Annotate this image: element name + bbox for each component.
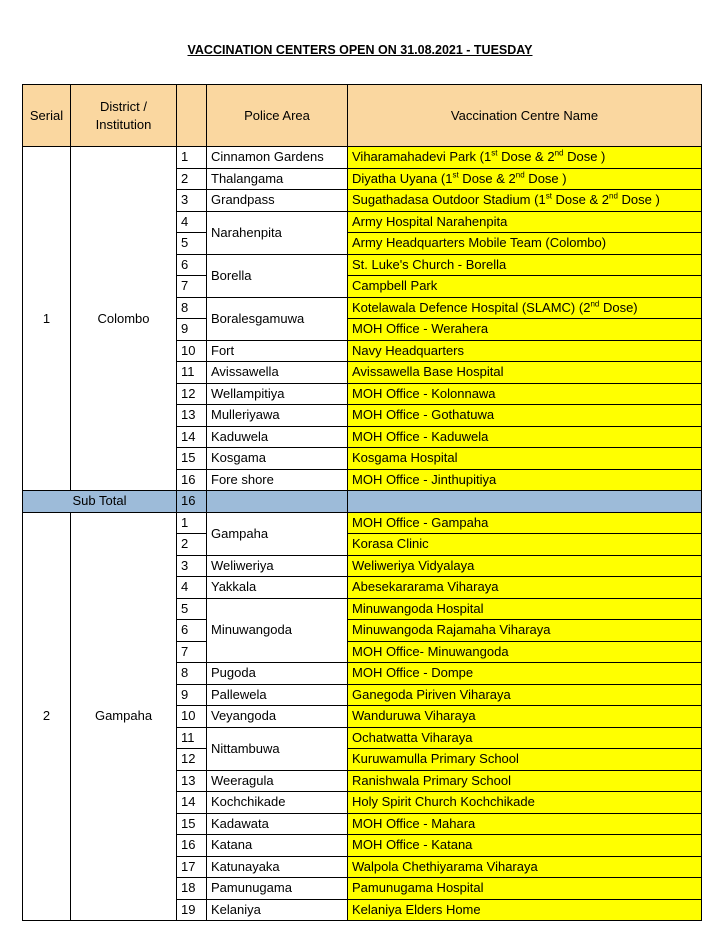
centre-cell: Army Hospital Narahenpita bbox=[348, 211, 702, 233]
police-area-cell: Pugoda bbox=[207, 663, 348, 685]
police-area-cell: Yakkala bbox=[207, 577, 348, 599]
table-row bbox=[23, 147, 702, 169]
row-number: 10 bbox=[177, 340, 207, 362]
table-row bbox=[23, 512, 702, 534]
centre-cell: MOH Office - Katana bbox=[348, 835, 702, 857]
police-area-cell: Cinnamon Gardens bbox=[207, 147, 348, 169]
subtotal-label: Sub Total bbox=[23, 491, 177, 513]
police-area-cell: Nittambuwa bbox=[207, 727, 348, 770]
police-area-cell: Minuwangoda bbox=[207, 598, 348, 663]
centre-cell: Pamunugama Hospital bbox=[348, 878, 702, 900]
centre-cell: MOH Office - Mahara bbox=[348, 813, 702, 835]
centre-cell: MOH Office - Kaduwela bbox=[348, 426, 702, 448]
row-number: 11 bbox=[177, 362, 207, 384]
centre-cell: MOH Office- Minuwangoda bbox=[348, 641, 702, 663]
centre-cell: Kotelawala Defence Hospital (SLAMC) (2nd Dose) bbox=[348, 297, 702, 319]
centre-cell: Campbell Park bbox=[348, 276, 702, 298]
centre-cell: Wanduruwa Viharaya bbox=[348, 706, 702, 728]
row-number: 11 bbox=[177, 727, 207, 749]
centre-cell: Walpola Chethiyarama Viharaya bbox=[348, 856, 702, 878]
centre-cell: Weliweriya Vidyalaya bbox=[348, 555, 702, 577]
police-area-cell: Wellampitiya bbox=[207, 383, 348, 405]
serial-cell: 2 bbox=[23, 512, 71, 921]
police-area-cell: Kadawata bbox=[207, 813, 348, 835]
police-area-cell: Veyangoda bbox=[207, 706, 348, 728]
row-number: 4 bbox=[177, 577, 207, 599]
centre-cell: St. Luke's Church - Borella bbox=[348, 254, 702, 276]
centre-cell: MOH Office - Jinthupitiya bbox=[348, 469, 702, 491]
centre-cell: Army Headquarters Mobile Team (Colombo) bbox=[348, 233, 702, 255]
row-number: 16 bbox=[177, 835, 207, 857]
police-area-cell: Mulleriyawa bbox=[207, 405, 348, 427]
police-area-cell: Narahenpita bbox=[207, 211, 348, 254]
row-number: 9 bbox=[177, 684, 207, 706]
police-area-cell: Kaduwela bbox=[207, 426, 348, 448]
centre-cell: MOH Office - Gampaha bbox=[348, 512, 702, 534]
police-area-cell: Kosgama bbox=[207, 448, 348, 470]
page-title: VACCINATION CENTERS OPEN ON 31.08.2021 - TUESDAY bbox=[187, 43, 533, 57]
police-area-cell: Thalangama bbox=[207, 168, 348, 190]
police-area-cell: Weliweriya bbox=[207, 555, 348, 577]
row-number: 10 bbox=[177, 706, 207, 728]
row-number: 1 bbox=[177, 512, 207, 534]
row-number: 7 bbox=[177, 641, 207, 663]
row-number: 17 bbox=[177, 856, 207, 878]
row-number: 18 bbox=[177, 878, 207, 900]
centre-cell: MOH Office - Gothatuwa bbox=[348, 405, 702, 427]
row-number: 8 bbox=[177, 663, 207, 685]
vaccination-centers-table bbox=[22, 84, 702, 921]
police-area-cell: Boralesgamuwa bbox=[207, 297, 348, 340]
header-number bbox=[177, 85, 207, 147]
subtotal-blank bbox=[348, 491, 702, 513]
row-number: 1 bbox=[177, 147, 207, 169]
row-number: 6 bbox=[177, 254, 207, 276]
row-number: 14 bbox=[177, 792, 207, 814]
header-district: District / Institution bbox=[71, 85, 177, 147]
centre-cell: Ochatwatta Viharaya bbox=[348, 727, 702, 749]
police-area-cell: Pamunugama bbox=[207, 878, 348, 900]
centre-cell: Ranishwala Primary School bbox=[348, 770, 702, 792]
header-row bbox=[23, 85, 702, 147]
subtotal-row bbox=[23, 491, 702, 513]
centre-cell: Diyatha Uyana (1st Dose & 2nd Dose ) bbox=[348, 168, 702, 190]
police-area-cell: Weeragula bbox=[207, 770, 348, 792]
row-number: 13 bbox=[177, 405, 207, 427]
district-cell: Colombo bbox=[71, 147, 177, 491]
police-area-cell: Kochchikade bbox=[207, 792, 348, 814]
centre-cell: Kosgama Hospital bbox=[348, 448, 702, 470]
police-area-cell: Kelaniya bbox=[207, 899, 348, 921]
police-area-cell: Fore shore bbox=[207, 469, 348, 491]
police-area-cell: Avissawella bbox=[207, 362, 348, 384]
centre-cell: Minuwangoda Hospital bbox=[348, 598, 702, 620]
centre-cell: MOH Office - Dompe bbox=[348, 663, 702, 685]
row-number: 5 bbox=[177, 598, 207, 620]
police-area-cell: Fort bbox=[207, 340, 348, 362]
centre-cell: Navy Headquarters bbox=[348, 340, 702, 362]
row-number: 6 bbox=[177, 620, 207, 642]
centre-cell: MOH Office - Kolonnawa bbox=[348, 383, 702, 405]
centre-cell: Kelaniya Elders Home bbox=[348, 899, 702, 921]
centre-cell: Kuruwamulla Primary School bbox=[348, 749, 702, 771]
row-number: 2 bbox=[177, 168, 207, 190]
row-number: 14 bbox=[177, 426, 207, 448]
header-centre: Vaccination Centre Name bbox=[348, 85, 702, 147]
row-number: 19 bbox=[177, 899, 207, 921]
serial-cell: 1 bbox=[23, 147, 71, 491]
row-number: 15 bbox=[177, 448, 207, 470]
subtotal-value: 16 bbox=[177, 491, 207, 513]
police-area-cell: Gampaha bbox=[207, 512, 348, 555]
police-area-cell: Borella bbox=[207, 254, 348, 297]
police-area-cell: Pallewela bbox=[207, 684, 348, 706]
centre-cell: Ganegoda Piriven Viharaya bbox=[348, 684, 702, 706]
centre-cell: MOH Office - Werahera bbox=[348, 319, 702, 341]
row-number: 12 bbox=[177, 383, 207, 405]
header-police-area: Police Area bbox=[207, 85, 348, 147]
police-area-cell: Katana bbox=[207, 835, 348, 857]
police-area-cell: Grandpass bbox=[207, 190, 348, 212]
centre-cell: Korasa Clinic bbox=[348, 534, 702, 556]
row-number: 8 bbox=[177, 297, 207, 319]
row-number: 16 bbox=[177, 469, 207, 491]
row-number: 9 bbox=[177, 319, 207, 341]
district-cell: Gampaha bbox=[71, 512, 177, 921]
row-number: 4 bbox=[177, 211, 207, 233]
row-number: 12 bbox=[177, 749, 207, 771]
row-number: 13 bbox=[177, 770, 207, 792]
header-serial: Serial bbox=[23, 85, 71, 147]
row-number: 2 bbox=[177, 534, 207, 556]
row-number: 5 bbox=[177, 233, 207, 255]
row-number: 3 bbox=[177, 190, 207, 212]
centre-cell: Abesekararama Viharaya bbox=[348, 577, 702, 599]
centre-cell: Viharamahadevi Park (1st Dose & 2nd Dose ) bbox=[348, 147, 702, 169]
centre-cell: Avissawella Base Hospital bbox=[348, 362, 702, 384]
subtotal-blank bbox=[207, 491, 348, 513]
row-number: 7 bbox=[177, 276, 207, 298]
centre-cell: Holy Spirit Church Kochchikade bbox=[348, 792, 702, 814]
row-number: 3 bbox=[177, 555, 207, 577]
centre-cell: Sugathadasa Outdoor Stadium (1st Dose & 2nd Dose ) bbox=[348, 190, 702, 212]
centre-cell: Minuwangoda Rajamaha Viharaya bbox=[348, 620, 702, 642]
police-area-cell: Katunayaka bbox=[207, 856, 348, 878]
row-number: 15 bbox=[177, 813, 207, 835]
